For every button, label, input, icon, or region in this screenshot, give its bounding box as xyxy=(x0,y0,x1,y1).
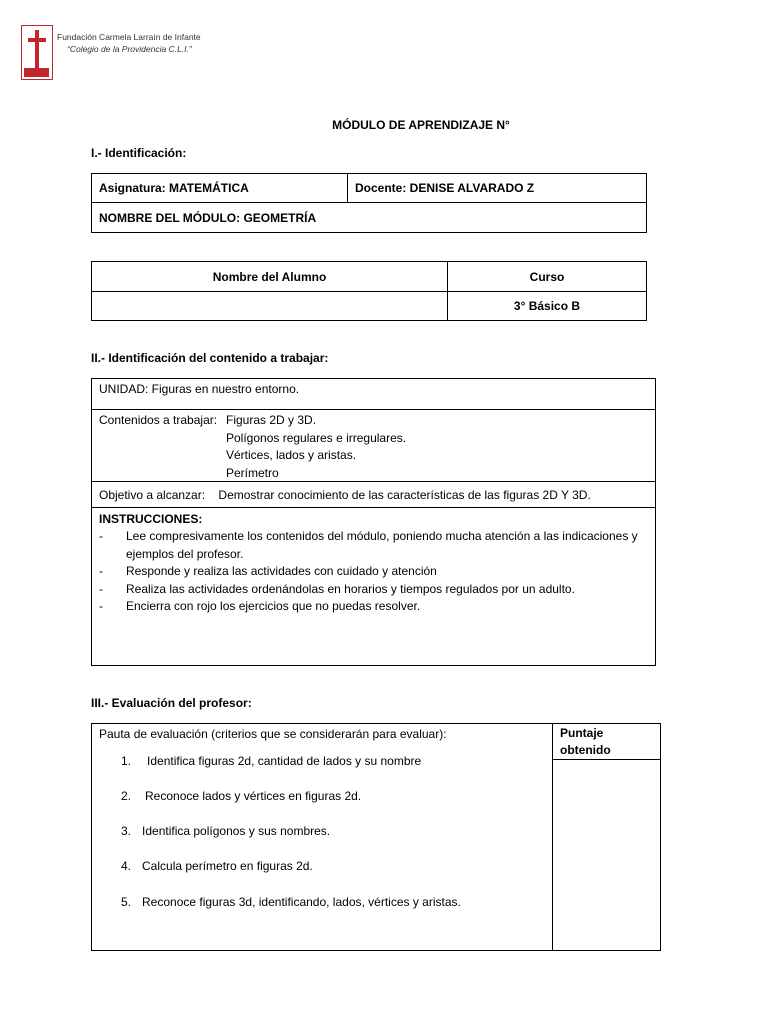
course-header: Curso xyxy=(448,262,647,292)
objective-label: Objetivo a alcanzar: xyxy=(99,487,206,502)
list-item: - Realiza las actividades ordenándolas en horarios y tiempos regulados por un adulto. xyxy=(99,581,575,596)
contents-cell xyxy=(92,410,656,482)
list-item: 3. Identifica polígonos y sus nombres. xyxy=(121,824,331,838)
content-table xyxy=(91,378,656,666)
contents-label: Contenidos a trabajar: xyxy=(99,413,218,427)
course-value: 3° Básico B xyxy=(448,292,647,321)
section2-heading: II.- Identificación del contenido a trabajar: xyxy=(91,351,329,365)
identification-table xyxy=(91,173,647,233)
criteria-list xyxy=(99,753,545,933)
page-title: MÓDULO DE APRENDIZAJE N° xyxy=(332,118,510,132)
list-item: - Lee compresivamente los contenidos del módulo, poniendo mucha atención a las indicaciones y ejemplos del profesor. xyxy=(99,529,638,561)
score-header: Puntaje obtenido xyxy=(553,724,661,760)
score-field[interactable] xyxy=(553,760,661,951)
unit-cell: UNIDAD: Figuras en nuestro entorno. xyxy=(92,379,656,410)
org-name: Fundación Carmela Larraín de Infante xyxy=(57,32,201,42)
school-logo-icon xyxy=(21,25,53,80)
evaluation-table xyxy=(91,723,661,951)
list-item: 5. Reconoce figuras 3d, identificando, lados, vértices y aristas. xyxy=(121,895,461,909)
list-item: Figuras 2D y 3D. xyxy=(226,413,317,427)
list-item: - Encierra con rojo los ejercicios que no puedas resolver. xyxy=(99,599,421,613)
student-table xyxy=(91,261,647,321)
student-name-field[interactable] xyxy=(92,292,448,321)
list-item: Vértices, lados y aristas. xyxy=(226,448,357,462)
list-item: Polígonos regulares e irregulares. xyxy=(226,430,407,445)
list-item: 1. Identifica figuras 2d, cantidad de lados y su nombre xyxy=(121,754,422,768)
instructions-heading: INSTRUCCIONES: xyxy=(99,512,203,526)
contents-list xyxy=(226,412,406,482)
list-item: 4. Calcula perímetro en figuras 2d. xyxy=(121,859,313,873)
objective-text: Demostrar conocimiento de las características de las figuras 2D Y 3D. xyxy=(218,487,591,502)
list-item: - Responde y realiza las actividades con cuidado y atención xyxy=(99,564,437,578)
list-item: Perímetro xyxy=(226,465,279,480)
rubric-label: Pauta de evaluación (criterios que se considerarán para evaluar): xyxy=(99,727,447,741)
section1-heading: I.- Identificación: xyxy=(91,146,187,160)
list-item: 2. Reconoce lados y vértices en figuras 2d. xyxy=(121,789,362,803)
section3-heading: III.- Evaluación del profesor: xyxy=(91,696,252,710)
module-cell: NOMBRE DEL MÓDULO: GEOMETRÍA xyxy=(92,203,647,233)
school-name: “Colegio de la Providencia C.L.I.” xyxy=(67,44,192,54)
objective-cell xyxy=(92,482,656,508)
instructions-list xyxy=(99,528,648,616)
rubric-cell xyxy=(92,724,553,951)
student-name-header: Nombre del Alumno xyxy=(92,262,448,292)
subject-cell: Asignatura: MATEMÁTICA xyxy=(92,174,348,203)
instructions-cell xyxy=(92,508,656,666)
teacher-cell: Docente: DENISE ALVARADO Z xyxy=(348,174,647,203)
